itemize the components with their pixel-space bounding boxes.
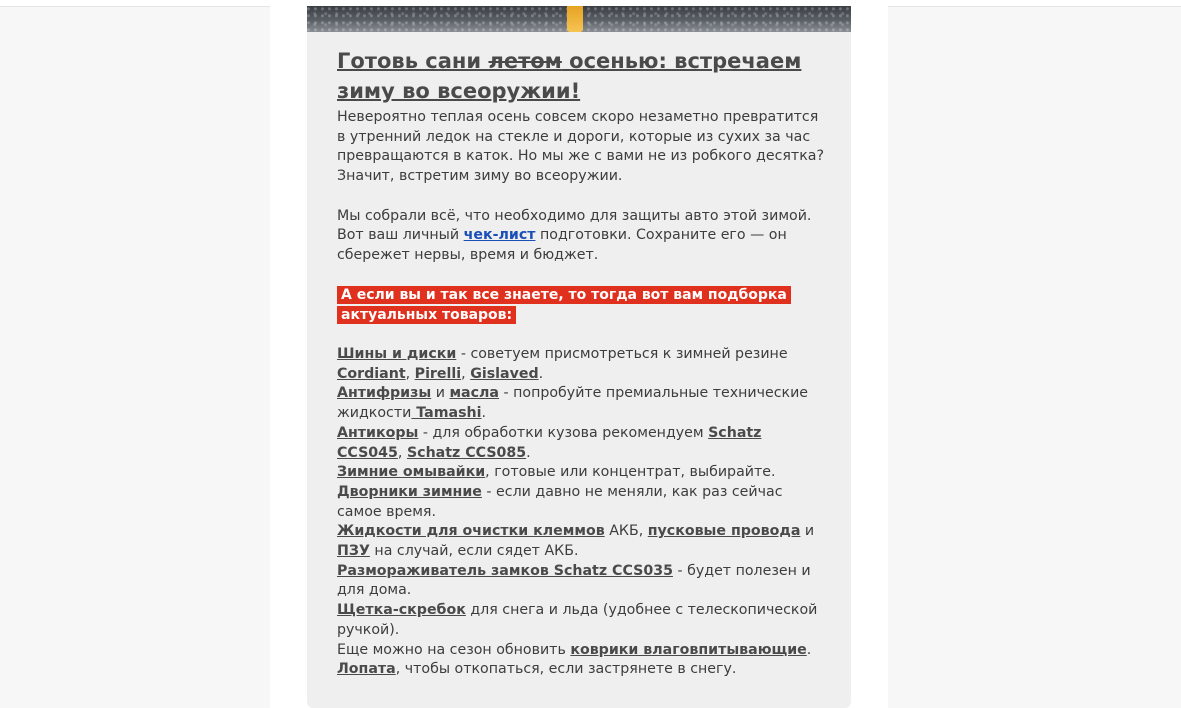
- link-anticor[interactable]: Антикоры: [337, 424, 419, 441]
- road-marking: [567, 6, 583, 32]
- link-shovel[interactable]: Лопата: [337, 661, 396, 678]
- intro-paragraph: Невероятно теплая осень совсем скоро незаметно превратится в утренний ледок на стекле и дороги, которые из сухих за час превращаются в каток. Но мы же с вами не из робкого десятка? Значит, встретим зиму во всеоружии.: [337, 109, 824, 185]
- link-tamashi[interactable]: Tamashi: [411, 405, 482, 422]
- link-washers[interactable]: Зимние омывайки: [337, 464, 486, 481]
- link-terminal-cleaner[interactable]: Жидкости для очистки клеммов: [337, 523, 605, 540]
- link-oils[interactable]: масла: [449, 385, 499, 402]
- hero-image-road: [307, 6, 851, 32]
- link-antifreeze[interactable]: Антифризы: [337, 385, 432, 402]
- article-title: Готовь сани летом осенью: встречаем зиму во всеоружии!: [337, 49, 802, 103]
- checklist-paragraph: Мы собрали всё, что необходимо для защиты авто этой зимой. Вот ваш личный чек-лист подготовки. Сохраните его — он сбережет нервы, время и бюджет.: [337, 207, 812, 263]
- struck-word: летом: [488, 49, 562, 73]
- link-pirelli[interactable]: Pirelli: [414, 365, 462, 382]
- link-schatz-045[interactable]: Schatz CCS045: [337, 424, 762, 461]
- link-tires[interactable]: Шины и диски: [337, 345, 457, 362]
- link-mats[interactable]: коврики влаговпитывающие: [570, 641, 807, 658]
- link-schatz-085[interactable]: Schatz CCS085: [406, 444, 527, 461]
- highlight-text: А если вы и так все знаете, то тогда вот вам подборка актуальных товаров:: [337, 286, 791, 324]
- link-cordiant[interactable]: Cordiant: [337, 365, 406, 382]
- article-content: [337, 46, 825, 680]
- link-brush[interactable]: Щетка-скребок: [337, 602, 466, 619]
- highlight-block: [337, 285, 825, 325]
- article-card: [307, 6, 851, 708]
- link-jumper-cables[interactable]: пусковые провода: [647, 523, 801, 540]
- link-lock-defroster[interactable]: Размораживатель замков Schatz CCS035: [337, 562, 673, 579]
- link-pzu[interactable]: ПЗУ: [337, 543, 370, 560]
- checklist-link[interactable]: чек-лист: [463, 227, 536, 244]
- link-gislaved[interactable]: Gislaved: [470, 365, 539, 382]
- link-wipers[interactable]: Дворники зимние: [337, 483, 482, 500]
- product-list: Шины и диски - советуем присмотреться к зимней резине Cordiant, Pirelli, Gislaved. Антифризы и масла - попробуйте премиальные технические жидкости Tamashi. Антикоры - для обработки кузова рекомендуем Schatz CCS045, Schatz CCS085. Зимние омывайки, готовые или концентрат, выбирайте. Дворники зимние - если давно не меняли, как раз сейчас самое время. Жидкости для очистки клеммов АКБ, пусковые провода и ПЗУ на случай, если сядет АКБ. Размораживатель замков Schatz CCS035 - будет полезен и для дома. Щетка-скребок для снега и льда (удобнее с телескопической ручкой). Еще можно на сезон обновить коврики влаговпитывающие. Лопата, чтобы откопаться, если застрянете в снегу.: [337, 345, 818, 678]
